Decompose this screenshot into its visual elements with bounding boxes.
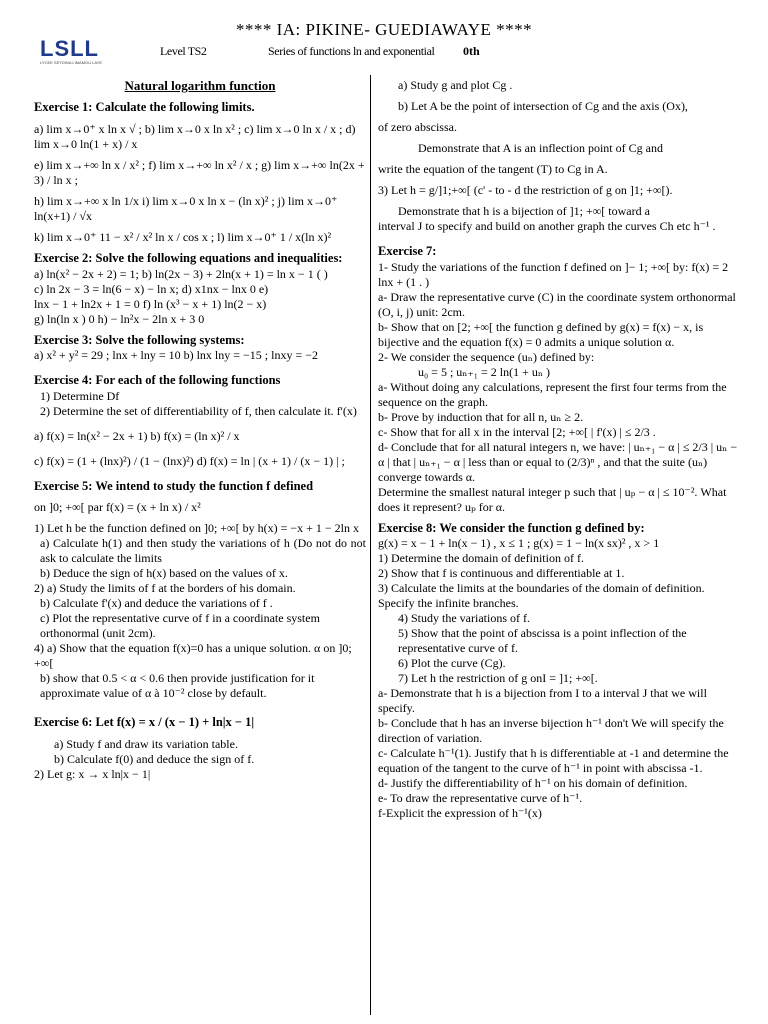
right-column-line: a) Study g and plot Cg . <box>398 78 513 92</box>
right-column-line: g(x) = x − 1 + ln(x − 1) , x ≤ 1 ; g(x) = 1 − ln(x sx)² , x > 1 <box>378 536 660 551</box>
left-column-line: 4) a) Show that the equation f(x)=0 has a unique solution. α on ]0; +∞[ <box>34 641 352 671</box>
left-column-line: g) ln(ln x ) 0 h) − ln²x − 2ln x + 3 0 <box>34 311 205 326</box>
right-column-line: a- Without doing any calculations, represent the first four terms from the sequence on the graph. <box>378 379 727 409</box>
left-column-line: a) Study f and draw its variation table. <box>54 737 238 751</box>
left-column-line: 2) a) Study the limits of f at the borders of his domain. <box>34 581 296 596</box>
right-column-line: c- Calculate h⁻¹(1). Justify that h is differentiable at -1 and determine the equation of the tangent to the curve of h⁻¹ in point with abscissa -1. <box>378 746 729 776</box>
school-logo <box>40 36 130 65</box>
left-column-line: a) x² + y² = 29 ; lnx + lny = 10 b) lnx lny = −15 ; lnxy = −2 <box>34 348 318 363</box>
left-column-line: b) Deduce the sign of h(x) based on the values of x. <box>40 566 288 581</box>
right-column-line: Exercise 8: We consider the function g defined by: <box>378 520 645 535</box>
right-column-line: Demonstrate that A is an inflection point of Cg and <box>418 141 663 155</box>
right-column-line: write the equation of the tangent (T) to Cg in A. <box>378 162 608 176</box>
date-label: 0th <box>463 44 480 58</box>
right-column-line: b) Let A be the point of intersection of Cg and the axis (Ox), <box>398 99 688 113</box>
left-column-line: h) lim x→+∞ x ln 1/x i) lim x→0 x ln x − (ln x)² ; j) lim x→0⁺ ln(x+1) / √x <box>34 193 338 223</box>
level-label: Level TS2 <box>160 44 207 58</box>
left-column-line: Exercise 2: Solve the following equations and inequalities: <box>34 250 343 265</box>
page-title: **** IA: PIKINE- GUEDIAWAYE **** <box>235 20 533 39</box>
right-column-line: d- Justify the differentiability of h⁻¹ on his domain of definition. <box>378 776 688 791</box>
logo-subtitle: LYCEE SEYDINA LIMAMOU LAYE <box>40 60 103 65</box>
right-column-line: e- To draw the representative curve of h⁻¹. <box>378 791 583 806</box>
right-column-line: u₀ = 5 ; uₙ₊₁ = 2 ln(1 + uₙ ) <box>418 364 551 379</box>
right-column-line: 1) Determine the domain of definition of f. <box>378 551 584 566</box>
left-column-line: a) Calculate h(1) and then study the variations of h (Do not do not ask to calculate the limits <box>40 536 366 566</box>
left-column-line: e) lim x→+∞ ln x / x² ; f) lim x→+∞ ln x² / x ; g) lim x→+∞ ln(2x + 3) / ln x ; <box>34 157 365 187</box>
left-column-line: 2) Let g: x → x ln|x − 1| <box>34 767 151 781</box>
left-column-line: Natural logarithm function <box>124 78 276 93</box>
left-column-line: Exercise 6: Let f(x) = x / (x − 1) + ln|x − 1| <box>34 715 255 730</box>
left-column-line: lnx − 1 + ln2x + 1 = 0 f) ln (x³ − x + 1) ln(2 − x) <box>34 296 267 311</box>
left-column-line: Exercise 5: We intend to study the function f defined <box>34 478 314 493</box>
left-column-line: on ]0; +∞[ par f(x) = (x + ln x) / x² <box>34 500 201 515</box>
series-label: Series of functions ln and exponential <box>268 44 435 58</box>
right-column-line: of zero abscissa. <box>378 120 457 134</box>
right-column-line: 6) Plot the curve (Cg). <box>398 656 506 671</box>
right-column-line: 2) Show that f is continuous and differentiable at 1. <box>378 566 625 581</box>
left-column-line: 1) Determine Df <box>40 388 120 403</box>
left-column-line: a) ln(x² − 2x + 2) = 1; b) ln(2x − 3) + 2ln(x + 1) = ln x − 1 ( ) <box>34 266 328 281</box>
right-column-line: 2- We consider the sequence (uₙ) defined by: <box>378 349 595 364</box>
left-column-line: b) Calculate f(0) and deduce the sign of f. <box>54 752 255 766</box>
right-column-line: b- Conclude that h has an inverse bijection h⁻¹ don't We will specify the direction of variation. <box>378 716 724 746</box>
left-column-line: 1) Let h be the function defined on ]0; +∞[ by h(x) = −x + 1 − 2ln x <box>34 521 359 536</box>
right-column-line: 1- Study the variations of the function f defined on ]− 1; +∞[ by: f(x) = 2 lnx + (1 . ) <box>378 259 729 289</box>
left-column-line: b) show that 0.5 < α < 0.6 then provide justification for it approximate value of α à 10⁻² close by default. <box>40 671 315 701</box>
right-column-line: a- Demonstrate that h is a bijection from I to a interval J that we will specify. <box>378 686 707 716</box>
right-column-line: 4) Study the variations of f. <box>398 611 530 626</box>
right-column-line: Demonstrate that h is a bijection of ]1; +∞[ toward a <box>398 204 650 218</box>
right-column-line: interval J to specify and build on another graph the curves Ch etc h⁻¹ . <box>378 219 716 233</box>
left-column-line: b) Calculate f'(x) and deduce the variations of f . <box>40 596 273 611</box>
left-column-line: a) f(x) = ln(x² − 2x + 1) b) f(x) = (ln x)² / x <box>34 428 240 443</box>
right-column-line: 7) Let h the restriction of g onI = ]1; +∞[. <box>398 671 598 686</box>
right-column-line: f-Explicit the expression of h⁻¹(x) <box>378 806 542 821</box>
right-column-line: 3) Calculate the limits at the boundaries of the domain of definition. Specify the infinite branches. <box>378 581 705 611</box>
left-column-line: 2) Determine the set of differentiability of f, then calculate it. f'(x) <box>40 403 357 418</box>
left-column <box>34 78 366 782</box>
right-column-line: 5) Show that the point of abscissa is a point inflection of the representative curve of f. <box>398 626 687 656</box>
left-column-line: k) lim x→0⁺ 11 − x² / x² ln x / cos x ; l) lim x→0⁺ 1 / x(ln x)² <box>34 229 332 244</box>
left-column-line: Exercise 3: Solve the following systems: <box>34 332 245 347</box>
left-column-line: Exercise 4: For each of the following functions <box>34 373 281 388</box>
left-column-line: c) f(x) = (1 + (lnx)²) / (1 − (lnx)²) d) f(x) = ln | (x + 1) / (x − 1) | ; <box>34 453 345 468</box>
left-column-line: c) Plot the representative curve of f in a coordinate system orthonormal (unit 2cm). <box>40 611 320 641</box>
right-column-line: b- Prove by induction that for all n, uₙ ≥ 2. <box>378 409 584 424</box>
right-column-line: c- Show that for all x in the interval [2; +∞[ | f'(x) | ≤ 2/3 . <box>378 424 656 439</box>
left-column-line: c) ln 2x − 3 = ln(6 − x) − ln x; d) x1nx − lnx 0 e) <box>34 281 269 296</box>
right-column-line: a- Draw the representative curve (C) in the coordinate system orthonormal (O, i, j) unit: 2cm. <box>378 289 736 319</box>
left-column-line: a) lim x→0⁺ x ln x √ ; b) lim x→0 x ln x² ; c) lim x→0 ln x / x ; d) lim x→0 ln(1 + x) / x <box>34 121 356 151</box>
logo-text: LSLL <box>40 36 99 61</box>
right-column-line: Exercise 7: <box>378 244 437 258</box>
left-column-line: Exercise 1: Calculate the following limits. <box>34 100 255 115</box>
right-column <box>378 78 740 821</box>
right-column-line: Determine the smallest natural integer p such that | uₚ − α | ≤ 10⁻². What does it represent? uₚ for α. <box>378 484 727 514</box>
right-column-line: b- Show that on [2; +∞[ the function g defined by g(x) = f(x) − x, is bijective and the equation f(x) = 0 admits a unique solution α. <box>378 319 704 349</box>
right-column-line: 3) Let h = g/]1;+∞[ (c' - to - d the restriction of g on ]1; +∞[). <box>378 183 673 197</box>
right-column-line: d- Conclude that for all natural integers n, we have: | uₙ₊₁ − α | ≤ 2/3 | uₙ − α | that | uₙ₊₁ − α | less than or equal to (2/3)ⁿ , and that the suite (uₙ) converge towards α. <box>378 439 738 484</box>
column-divider <box>370 75 371 1015</box>
